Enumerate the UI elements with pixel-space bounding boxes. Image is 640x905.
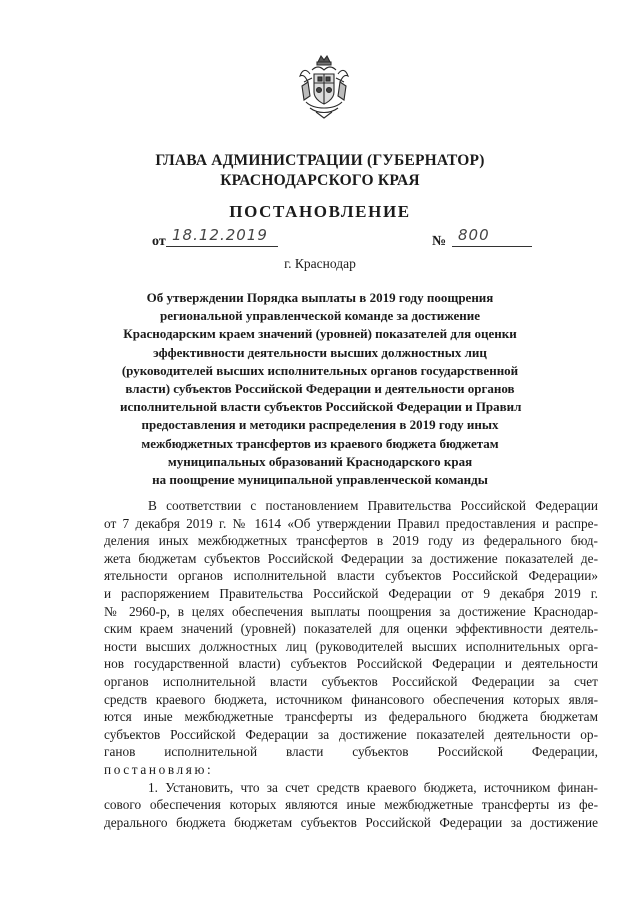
date-number-row [0,228,640,250]
resolution-verb: постановляю: [104,761,214,777]
title-line: муниципальных образований Краснодарского края [167,453,473,469]
title-line: предоставления и методики распределения в 2019 году иных [141,417,499,433]
title-line: межбюджетных трансфертов из краевого бюджета бюджетам [141,435,499,451]
body-line: сового обеспечения которых являются иные межбюджетные трансферты из фе- [104,797,598,813]
issuing-authority-line2: КРАСНОДАРСКОГО КРАЯ [220,172,420,189]
body-line: и распоряжением Правительства Российской Федерации от 9 декабря 2019 г. [104,585,598,601]
document-title [120,289,520,489]
title-line: власти) субъектов Российской Федерации и деятельности органов [125,381,515,397]
number-underline [452,246,532,247]
document-type-heading: ПОСТАНОВЛЕНИЕ [229,202,411,221]
document-body [104,497,598,831]
body-line: жета бюджетам субъектов Российской Федерации за достижение показателей де- [104,550,598,566]
title-line: эффективности деятельности высших должностных лиц [153,344,487,360]
body-line: от 7 декабря 2019 г. № 1614 «Об утверждении Правил предоставления и распре- [104,515,598,531]
title-line: Об утверждении Порядка выплаты в 2019 году поощрения [146,290,494,305]
body-line: субъектов Российской Федерации за достижение показателей деятельности ор- [104,726,598,742]
body-line: органов исполнительной власти субъектов Российской Федерации за счет [104,673,598,689]
number-label: № [432,234,447,249]
coat-of-arms-icon [296,52,352,122]
title-line: на поощрение муниципальной управленческой команды [152,472,488,488]
body-line: ганов исполнительной власти субъектов Российской Федерации, [104,744,598,760]
body-line: ским краем значений (уровней) показателей для оценки эффективности деятель- [104,621,598,637]
body-line: нов государственной власти) субъектов Российской Федерации и деятельности [104,656,598,672]
body-line: деления иных межбюджетных трансфертов в 2019 году из федерального бюд- [104,533,598,549]
body-line: ятельности органов исполнительной власти субъектов Российской Федерации» [104,568,598,584]
body-line: ности высших должностных лиц (руководителей высших исполнительных орга- [104,638,598,654]
number-value: 800 [458,226,490,244]
title-line: (руководителей высших исполнительных органов государственной [121,362,519,378]
body-line: средств краевого бюджета, источником финансового обеспечения которых явля- [104,691,598,707]
date-label: от [152,234,166,249]
body-line: дерального бюджета бюджетам субъектов Российской Федерации за достижение [104,814,598,830]
city-line: г. Краснодар [284,256,356,271]
title-line: Краснодарским краем значений (уровней) показателей для оценки [123,326,517,342]
date-underline [166,246,278,247]
body-line: № 2960-р, в целях обеспечения выплаты поощрения за достижение Краснодар- [104,603,598,619]
body-line: В соответствии с постановлением Правительства Российской Федерации [148,498,598,513]
title-line: исполнительной власти субъектов Российской Федерации и Правил [120,399,522,415]
title-line: региональной управленческой команде за достижение [159,308,480,324]
body-line: ются иные межбюджетные трансферты из федерального бюджета бюджетам [104,709,598,725]
issuing-authority-line1: ГЛАВА АДМИНИСТРАЦИИ (ГУБЕРНАТОР) [155,152,485,169]
date-value: 18.12.2019 [172,226,268,244]
body-line: 1. Установить, что за счет средств краевого бюджета, источником финан- [148,779,598,795]
